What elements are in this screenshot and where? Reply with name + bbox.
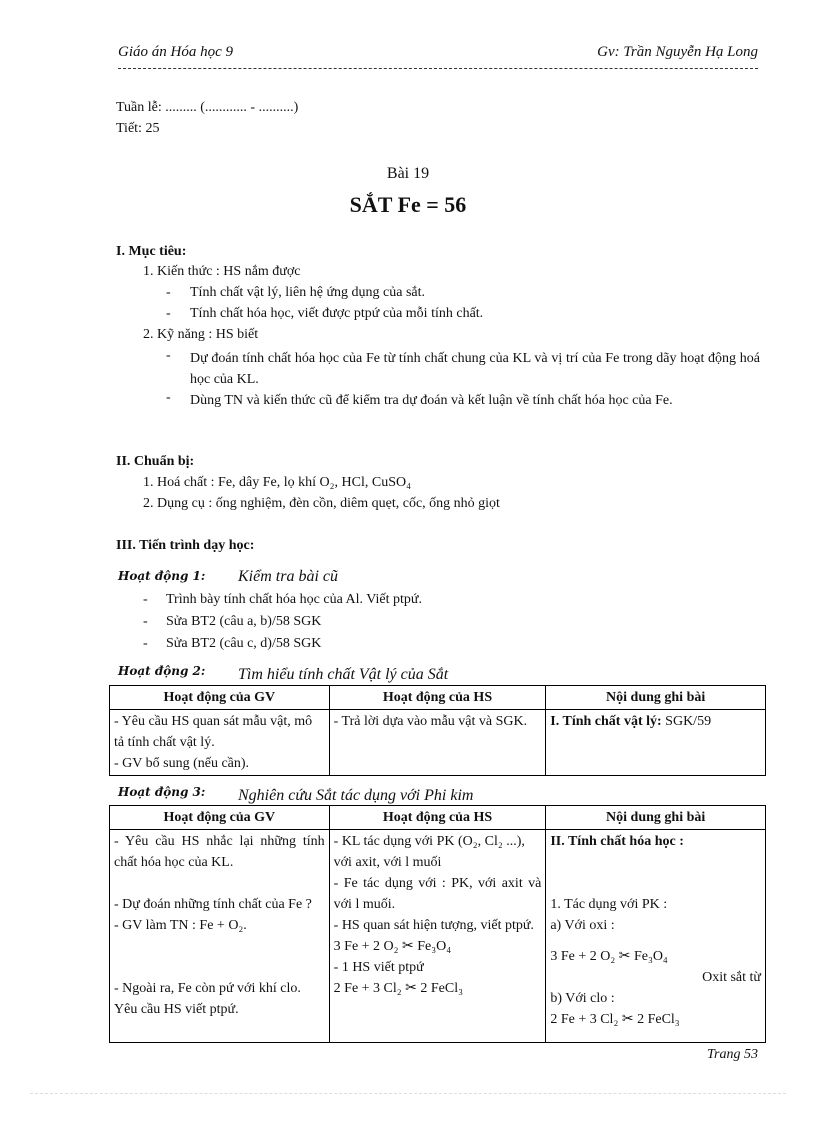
table-header-row — [110, 806, 766, 830]
hs-text: - 1 HS viết ptpứ — [333, 960, 424, 975]
activity1-item: Trình bày tính chất hóa học của Al. Viết ptpứ. — [166, 592, 422, 607]
table-row — [110, 710, 766, 776]
activity2-title: Tìm hiểu tính chất Vật lý của Sắt — [238, 666, 449, 683]
nd-text: 1. Tác dụng với PK : — [550, 897, 668, 912]
lesson-title: SẮT Fe = 56 — [349, 192, 467, 217]
table-row — [110, 830, 766, 1043]
header-left: Giáo án Hóa học 9 — [118, 44, 233, 60]
header-gv: Hoạt động của GV — [110, 686, 330, 710]
dash: - — [166, 306, 171, 321]
hs-text: - Trả lời dựa vào mẫu vật và SGK. — [333, 714, 528, 729]
gv-cell — [110, 710, 330, 776]
hs-equation: 2 Fe + 3 Cl₂ ✂ 2 FeCl₃ — [333, 981, 463, 996]
prep-item: 1. Hoá chất : Fe, dây Fe, lọ khí O₂, HCl, CuSO₄ — [143, 475, 411, 490]
activity1-title: Kiểm tra bài cũ — [238, 568, 338, 585]
week-line: Tuần lễ: ......... (............ - ..........) — [116, 100, 299, 115]
dash: - — [143, 636, 148, 651]
bottom-rule — [30, 1093, 786, 1094]
activity2-label: Hoạt động 2: — [118, 664, 206, 678]
nd-heading: II. Tính chất hóa học : — [550, 834, 684, 849]
nd-heading: I. Tính chất vật lý: — [550, 714, 662, 729]
lesson-number: Bài 19 — [386, 165, 430, 182]
activity1-item: Sửa BT2 (câu a, b)/58 SGK — [166, 614, 322, 629]
section1-heading: I. Mục tiêu: — [116, 244, 187, 259]
activity3-label: Hoạt động 3: — [118, 785, 206, 799]
header-gv: Hoạt động của GV — [110, 806, 330, 830]
table-header-row — [110, 686, 766, 710]
hs-text: - Fe tác dụng với : PK, với axit và với l muối. — [333, 876, 542, 912]
knowledge-title: 1. Kiến thức : HS nắm được — [143, 264, 301, 279]
header-nd: Nội dung ghi bài — [546, 686, 766, 710]
gv-cell — [110, 830, 330, 1043]
nd-equation: 3 Fe + 2 O₂ ✂ Fe₃O₄ — [550, 949, 668, 964]
nd-text: SGK/59 — [661, 714, 712, 729]
activity3-title: Nghiên cứu Sắt tác dụng với Phi kim — [238, 787, 474, 804]
nd-text: a) Với oxi : — [550, 918, 615, 933]
nd-text: b) Với clo : — [550, 991, 615, 1006]
dash: - — [166, 390, 171, 405]
hs-equation: 3 Fe + 2 O₂ ✂ Fe₃O₄ — [333, 939, 452, 954]
gv-text: - Ngoài ra, Fe còn pứ với khí clo. Yêu cầu HS viết ptpứ. — [114, 981, 301, 1017]
header-hs: Hoạt động của HS — [329, 806, 546, 830]
gv-text: - GV làm TN : Fe + O₂. — [114, 918, 247, 933]
hs-cell — [329, 710, 546, 776]
prep-item: 2. Dụng cụ : ống nghiệm, đèn cồn, diêm quẹt, cốc, ống nhỏ giọt — [143, 496, 500, 511]
skill-item: Dùng TN và kiến thức cũ để kiểm tra dự đoán và kết luận về tính chất hóa học của Fe. — [190, 393, 673, 408]
gv-text: - Yêu cầu HS quan sát mẫu vật, mô tả tính chất vật lý. — [114, 714, 313, 750]
section2-heading: II. Chuẩn bị: — [116, 454, 195, 469]
page-number: Trang 53 — [707, 1047, 758, 1062]
nd-cell — [546, 830, 766, 1043]
hs-cell — [329, 830, 546, 1043]
skill-item: Dự đoán tính chất hóa học của Fe từ tính chất chung của KL và vị trí của Fe trong dãy hoạt động hoá học của KL. — [190, 351, 760, 387]
activity1-label: Hoạt động 1: — [118, 569, 206, 583]
hs-text: - KL tác dụng với PK (O₂, Cl₂ ...), với axit, với l muối — [333, 834, 525, 870]
hs-text: - HS quan sát hiện tượng, viết ptpứ. — [333, 918, 534, 933]
nd-cell — [546, 710, 766, 776]
dash: - — [166, 285, 171, 300]
nd-text: Oxit sắt từ — [702, 970, 761, 985]
gv-text: - Dự đoán những tính chất của Fe ? — [114, 897, 312, 912]
gv-text: - GV bổ sung (nếu cần). — [114, 756, 250, 771]
header-right: Gv: Trần Nguyễn Hạ Long — [597, 44, 758, 60]
period-line: Tiết: 25 — [116, 121, 160, 136]
section3-heading: III. Tiến trình dạy học: — [116, 538, 255, 553]
dash: - — [166, 348, 171, 363]
activity2-table — [109, 685, 766, 776]
activity3-table — [109, 805, 766, 1043]
knowledge-item: Tính chất vật lý, liên hệ ứng dụng của sắt. — [190, 285, 426, 300]
knowledge-item: Tính chất hóa học, viết được ptpứ của mỗi tính chất. — [190, 306, 484, 321]
header-rule — [118, 68, 758, 69]
skills-title: 2. Kỹ năng : HS biết — [143, 327, 259, 342]
gv-text: - Yêu cầu HS nhắc lại những tính chất hóa học của KL. — [114, 834, 325, 870]
header-nd: Nội dung ghi bài — [546, 806, 766, 830]
activity1-item: Sửa BT2 (câu c, d)/58 SGK — [166, 636, 322, 651]
dash: - — [143, 614, 148, 629]
header-hs: Hoạt động của HS — [329, 686, 546, 710]
nd-equation: 2 Fe + 3 Cl₂ ✂ 2 FeCl₃ — [550, 1012, 680, 1027]
dash: - — [143, 592, 148, 607]
